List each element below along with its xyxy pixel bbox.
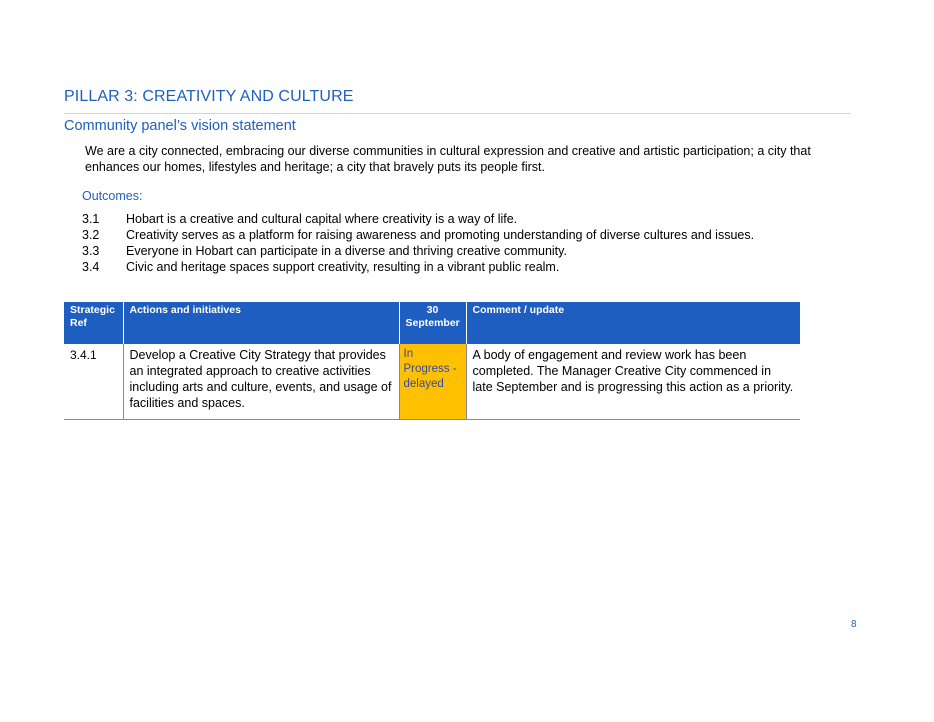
cell-ref: 3.4.1 [64,344,123,420]
cell-comment: A body of engagement and review work has been completed. The Manager Creative City commenced in late September and is progressing this action as a priority. [466,344,800,420]
outcome-item [82,211,754,227]
table-row [64,344,800,420]
outcome-text: Civic and heritage spaces support creativity, resulting in a vibrant public realm. [126,260,560,274]
outcome-number: 3.3 [82,244,100,258]
outcome-text: Creativity serves as a platform for raising awareness and promoting understanding of diverse cultures and issues. [126,228,755,242]
outcome-number: 3.2 [82,228,100,242]
header-comment: Comment / update [466,302,800,344]
status-cell: In Progress - delayed [399,344,466,420]
outcome-item [82,243,754,259]
outcome-item [82,227,754,243]
table-header-row [64,302,800,344]
header-strategic-ref: Strategic Ref [64,302,123,344]
title-divider [64,113,851,114]
outcomes-list [82,211,754,275]
outcome-text: Everyone in Hobart can participate in a diverse and thriving creative community. [126,244,567,258]
outcomes-heading: Outcomes: [82,189,143,203]
outcome-item [82,259,754,275]
outcome-number: 3.1 [82,212,100,226]
header-date: 30 September [399,302,466,344]
cell-action: Develop a Creative City Strategy that provides an integrated approach to creative activities including arts and culture, events, and usage of facilities and spaces. [123,344,399,420]
page-number: 8 [851,619,857,630]
actions-table [64,302,800,420]
outcome-text: Hobart is a creative and cultural capital where creativity is a way of life. [126,212,518,226]
section-subtitle: Community panel’s vision statement [64,118,296,134]
header-actions: Actions and initiatives [123,302,399,344]
outcome-number: 3.4 [82,260,100,274]
page-title: PILLAR 3: CREATIVITY AND CULTURE [64,88,354,105]
vision-statement: We are a city connected, embracing our diverse communities in cultural expression and creative and artistic participation; a city that enhances our homes, lifestyles and heritage; a city that bravely puts its people first. [85,144,811,174]
